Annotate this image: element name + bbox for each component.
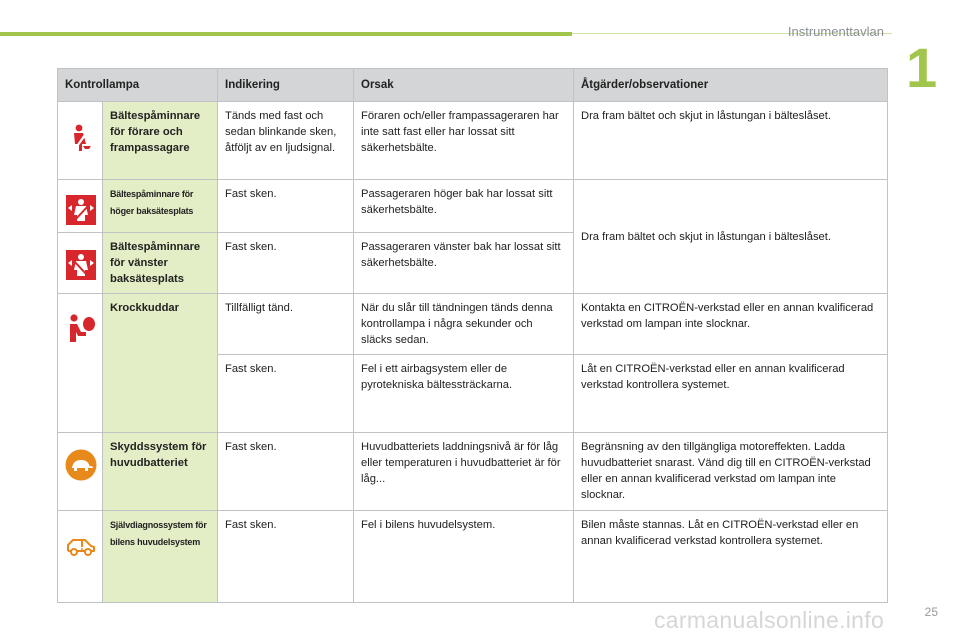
warning-lamp-table [57,68,888,603]
watermark: carmanualsonline.info [654,607,885,633]
indication-text: Fast sken. [218,511,354,603]
action-text: Låt en CITROËN-verkstad eller en annan kvalificerad verkstad kontrollera systemet. [574,355,888,433]
action-text: Dra fram bältet och skjut in låstungan i bälteslåset. [574,102,888,180]
column-header-cause: Orsak [354,69,574,102]
lamp-name: Skyddssystem för huvudbatteriet [103,433,218,511]
rear-right-seatbelt-icon [65,194,97,226]
lamp-name: Bältespåminnare för höger baksätesplats [103,180,218,233]
indication-text: Fast sken. [218,355,354,433]
cause-text: Huvudbatteriets laddningsnivå är för låg eller temperaturen i huvudbatteriet är för låg... [354,433,574,511]
icon-cell [58,511,103,603]
indication-text: Fast sken. [218,180,354,233]
indication-text: Fast sken. [218,233,354,294]
column-header-indication: Indikering [218,69,354,102]
airbag-icon [65,312,97,344]
chapter-number: 1 [906,36,938,99]
table-row [58,102,888,180]
cause-text: Passageraren höger bak har lossat sitt säkerhetsbälte. [354,180,574,233]
section-title: Instrumenttavlan [787,24,884,39]
lamp-name: Självdiagnossystem för bilens huvudelsystem [103,511,218,603]
cause-text: Passageraren vänster bak har lossat sitt säkerhetsbälte. [354,233,574,294]
action-text: Dra fram bältet och skjut in låstungan i bälteslåset. [574,180,888,294]
cause-text: Fel i ett airbagsystem eller de pyrotekniska bältessträckarna. [354,355,574,433]
icon-cell [58,294,103,433]
lamp-name: Krockkuddar [103,294,218,433]
icon-cell [58,102,103,180]
action-text: Begränsning av den tillgängliga motoreffekten. Ladda huvudbatteriet snarast. Vänd dig till en CITROËN-verkstad eller en annan kvalificerad verkstad om lampan inte slocknar. [574,433,888,511]
cause-text: Fel i bilens huvudelsystem. [354,511,574,603]
table-row [58,180,888,233]
icon-cell [58,233,103,294]
cause-text: Föraren och/eller frampassageraren har inte satt fast eller har lossat sitt säkerhetsbälte. [354,102,574,180]
table-row [58,294,888,355]
table-header-row [58,69,888,102]
icon-cell [58,433,103,511]
page-number: 25 [924,605,938,619]
icon-cell [58,180,103,233]
table-row [58,433,888,511]
indication-text: Fast sken. [218,433,354,511]
header-accent-bar [0,32,572,36]
indication-text: Tänds med fast och sedan blinkande sken, åtföljt av en ljudsignal. [218,102,354,180]
column-header-action: Åtgärder/observationer [574,69,888,102]
indication-text: Tillfälligt tänd. [218,294,354,355]
action-text: Kontakta en CITROËN-verkstad eller en annan kvalificerad verkstad om lampan inte slocknar. [574,294,888,355]
column-header-lamp: Kontrollampa [58,69,218,102]
cause-text: När du slår till tändningen tänds denna kontrollampa i några sekunder och släcks sedan. [354,294,574,355]
lamp-name: Bältespåminnare för förare och frampassagare [103,102,218,180]
car-fault-icon [65,531,97,563]
turtle-battery-protection-icon [65,449,97,481]
table-row [58,511,888,603]
seatbelt-warning-icon [65,122,97,154]
rear-left-seatbelt-icon [65,249,97,281]
lamp-name: Bältespåminnare för vänster baksätesplats [103,233,218,294]
action-text: Bilen måste stannas. Låt en CITROËN-verkstad eller en annan kvalificerad verkstad kontrollera systemet. [574,511,888,603]
